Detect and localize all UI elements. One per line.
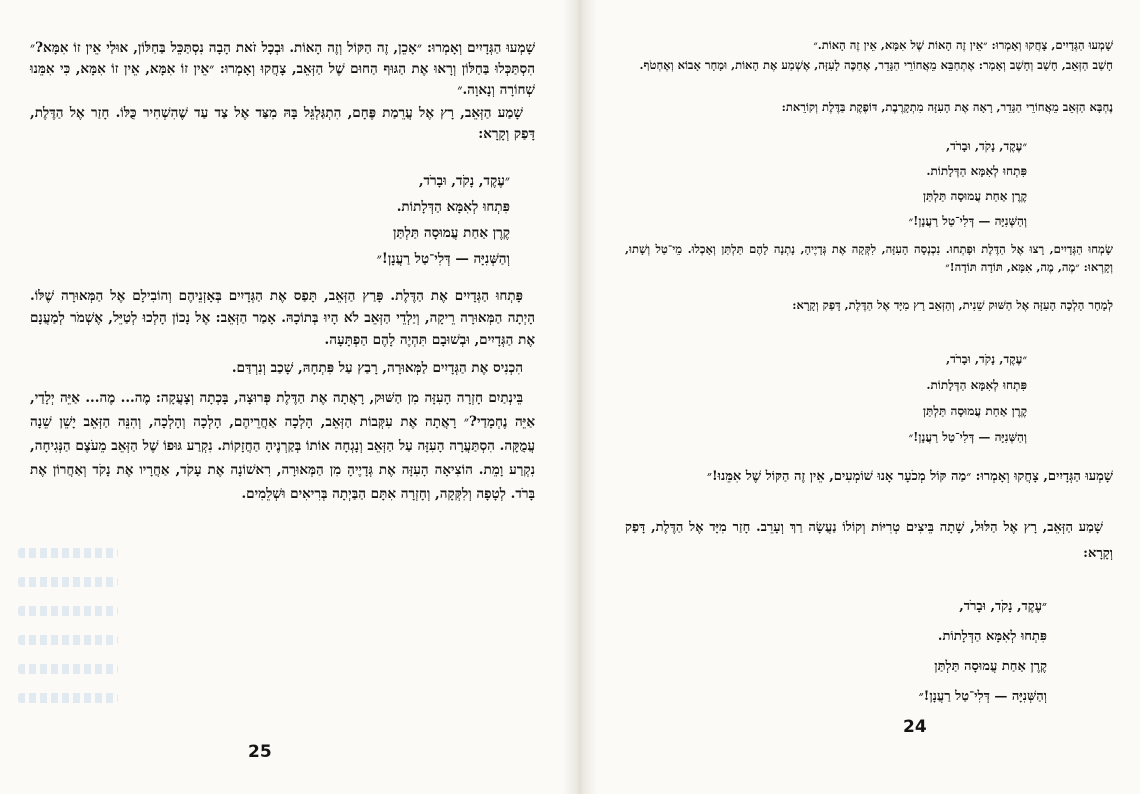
paragraph: חָשַׁב הַזְּאֵב, חָשַׁב וְחָשַׁב וְאָמַר: אֶתְחַבֵּא מֵאֲחוֹרֵי הַגָּדֵר, אֶחַכֶּה לָעִזָּה, אֶשְׁמַע אֶת הָאוֹת, וּמָחָר אָבוֹא וְאֶחְטֹף. [639, 58, 1113, 72]
paragraph: שָׁמְעוּ הַגְּדָיִים וְאָמְרוּ: ״אָכֵן, זֶה הַקּוֹל וְזֶה הָאוֹת. וּבְכָל זֹאת הָבָה נִסְתַּכֵּל בַּחַלּוֹן, אוּלַי אֵין זוֹ אִמָּא?״ הִסְתַּכְּלוּ בַּחַלּוֹן וְרָאוּ אֶת הַגּוּף הַחוּם שֶׁל הַזְּאֵב, צָחֲקוּ וְאָמְרוּ: ״אֵין זוֹ אִמָּא, אֵין זוֹ אִמָּא, כִּי אִמֵּנוּ שְׁחוֹרָה וְנָאוָה.״ [30, 40, 535, 98]
song-line: קֶרֶן אַחַת עֲמוּסָה תַּלְתַּן [922, 189, 1027, 203]
song-line: וְהַשְּׁנִיָּה — דְּלִי־טַל רַעֲנָן!״ [908, 430, 1027, 444]
song-verse [797, 592, 1047, 712]
song-line: ״עֶקֶד, נָקֹד, וּבָרֹד, [418, 173, 510, 189]
paragraph: בֵּינְתַיִם חָזְרָה הָעִזָּה מִן הַשּׁוּק, רָאֲתָה אֶת הַדֶּלֶת פְּרוּצָה, בָּכְתָה וְצָעֲקָה: מֶה... מֶה... אַיֵּה יְלָדַי, אַיֵּה נֶחְמָדַי?״ רָאֲתָה אֶת עִקְּבוֹת הַזְּאֵב, הָלְכָה אַחֲרֵיהֶם, הָלְכָה וְהָלְכָה, וְהִנֵּה הַזְּאֵב יָשֵׁן שֵׁנָה עֲמֻקָּה. הִסְתַּעֲרָה הָעִזָּה עַל הַזְּאֵב וְנָגְחָה אוֹתוֹ בְּקַרְנֶיהָ הַחֲזָקוֹת. נִקְרַע גּוּפוֹ שֶׁל הַזְּאֵב מֵעֹצֶם הַנְּגִיחָה, נִקְרַע וָמֵת. הוֹצִיאָה הָעִזָּה אֶת גְּדָיֶיהָ מִן הַמְּאוּרָה, רִאשׁוֹנָה אֶת עָקֹד, אַחֲרָיו אֶת נָקֹד וְאַחֲרוֹן אֶת בָּרֹד. לְטָפָה וְלִקְּקָה, וְחָזְרָה אִתָּם הַבַּיְתָה בְּרִיאִים וּשְׁלֵמִים. [30, 390, 535, 502]
paragraph: שָׂמְחוּ הַגְּדָיִים, רָצוּ אֶל הַדֶּלֶת וּפָתְחוּ. נִכְנְסָה הָעִזָּה, לִקְּקָה אֶת גְּדָיֶיהָ, נָתְנָה לָהֶם תַּלְתַּן וְאָכְלוּ. מֵי־טַל וְשָׁתוּ, וְקָרְאוּ: ״מֶה, מֶה, אִמָּא, תּוֹדָה תּוֹדָה!״ [625, 242, 1113, 274]
paragraph: פָּתְחוּ הַגְּדָיִים אֶת הַדֶּלֶת. פָּרַץ הַזְּאֵב, תָּפַס אֶת הַגְּדָיִים בְּאָזְנֵיהֶם וְהוֹבִילָם אֶל הַמְּאוּרָה שֶׁלּוֹ. הָיְתָה הַמְּאוּרָה רֵיקָה, וְיַלְדֵי הַזְּאֵב לֹא הָיוּ בְּתוֹכָהּ. אָמַר הַזְּאֵב: אֶל נָכוֹן הָלְכוּ לְטַיֵּל, אֶשְׁמֹר לְמַעֲנָם אֶת הַגְּדָיִים, וּבְשׁוּבָם תִּהְיֶה לָהֶם הַפְתָּעָה. [30, 288, 535, 348]
paragraph: שָׁמַע הַזְּאֵב, רָץ אֶל הַלּוּל, שָׁתָה בֵּיצִים טְרִיּוֹת וְקוֹלוֹ נַעֲשָׂה רַךְ וְעָרֵב. חָזַר מִיָּד אֶל הַדֶּלֶת, דָּפַק וְקָרָא: [625, 520, 1113, 561]
bleed-through-print [18, 548, 118, 718]
song-verse [180, 168, 510, 272]
song-verse [787, 134, 1027, 234]
book-gutter [563, 0, 597, 794]
song-line: קֶרֶן אַחַת עֲמוּסָה תַּלְתַּן [934, 659, 1047, 674]
page-number: 24 [903, 717, 927, 737]
song-line: וְהַשְּׁנִיָּה — דְּלִי־טַל רַעֲנָן!״ [908, 214, 1027, 228]
paragraph: נֶחְבָּא הַזְּאֵב מֵאֲחוֹרֵי הַגָּדֵר, רָאָה אֶת הָעִזָּה מִתְקָרֶבֶת, דּוֹפֶקֶת בַּדֶּלֶת וְקוֹרֵאת: [781, 100, 1113, 114]
song-line: ״עֶקֶד, נָקֹד, וּבָרֹד, [945, 139, 1027, 153]
song-line: וְהַשְּׁנִיָּה — דְּלִי־טַל רַעֲנָן!״ [376, 251, 510, 267]
song-line: ״עֶקֶד, נָקֹד, וּבָרֹד, [959, 599, 1047, 614]
song-line: וְהַשְּׁנִיָּה — דְּלִי־טַל רַעֲנָן!״ [918, 689, 1047, 704]
paragraph: לְמָחָר הָלְכָה הָעִזָּה אֶל הַשּׁוּק שֵׁנִית, וְהַזְּאֵב רָץ מִיָּד אֶל הַדֶּלֶת, דָּפַק וְקָרָא: [792, 298, 1113, 312]
song-line: ״עֶקֶד, נָקֹד, וּבָרֹד, [945, 352, 1027, 366]
song-line: קֶרֶן אַחַת עֲמוּסָה תַּלְתַּן [392, 225, 510, 241]
paragraph: שָׁמְעוּ הַגְּדָיִים, צָחֲקוּ וְאָמְרוּ: ״מַה קּוֹל מְכֹעָר אָנוּ שׁוֹמְעִים, אֵין זֶה הַקּוֹל שֶׁל אִמֵּנוּ!״ [707, 469, 1113, 484]
song-verse [787, 346, 1027, 450]
page-24 [597, 0, 1140, 794]
paragraph: הִכְנִיס אֶת הַגְּדָיִים לַמְּאוּרָה, רָבַץ עַל פִּתְחָהּ, שָׁכַב וְנִרְדַּם. [231, 360, 523, 376]
song-line: פִּתְחוּ לְאִמָּא הַדְּלָתוֹת. [926, 378, 1027, 392]
paragraph: שָׁמַע הַזְּאֵב, רָץ אֶל עֲרֵמַת פֶּחָם, הִתְגַּלְגֵּל בָּהּ מִצַּד אֶל צַד עַד שֶׁהִשְׁחִיר כֻּלּוֹ. חָזַר אֶל הַדֶּלֶת, דָּפַק וְקָרָא: [30, 105, 535, 142]
song-line: פִּתְחוּ לְאִמָּא הַדְּלָתוֹת. [396, 199, 510, 215]
page-number: 25 [248, 742, 272, 762]
paragraph: שָׁמְעוּ הַגְּדָיִים, צָחֲקוּ וְאָמְרוּ: ״אֵין זֶה הָאוֹת שֶׁל אִמָּא, אֵין זֶה הָאוֹת.״ [813, 38, 1113, 52]
page-25 [0, 0, 565, 794]
song-line: פִּתְחוּ לְאִמָּא הַדְּלָתוֹת. [937, 629, 1047, 644]
song-line: קֶרֶן אַחַת עֲמוּסָה תַּלְתַּן [922, 404, 1027, 418]
song-line: פִּתְחוּ לְאִמָּא הַדְּלָתוֹת. [926, 164, 1027, 178]
